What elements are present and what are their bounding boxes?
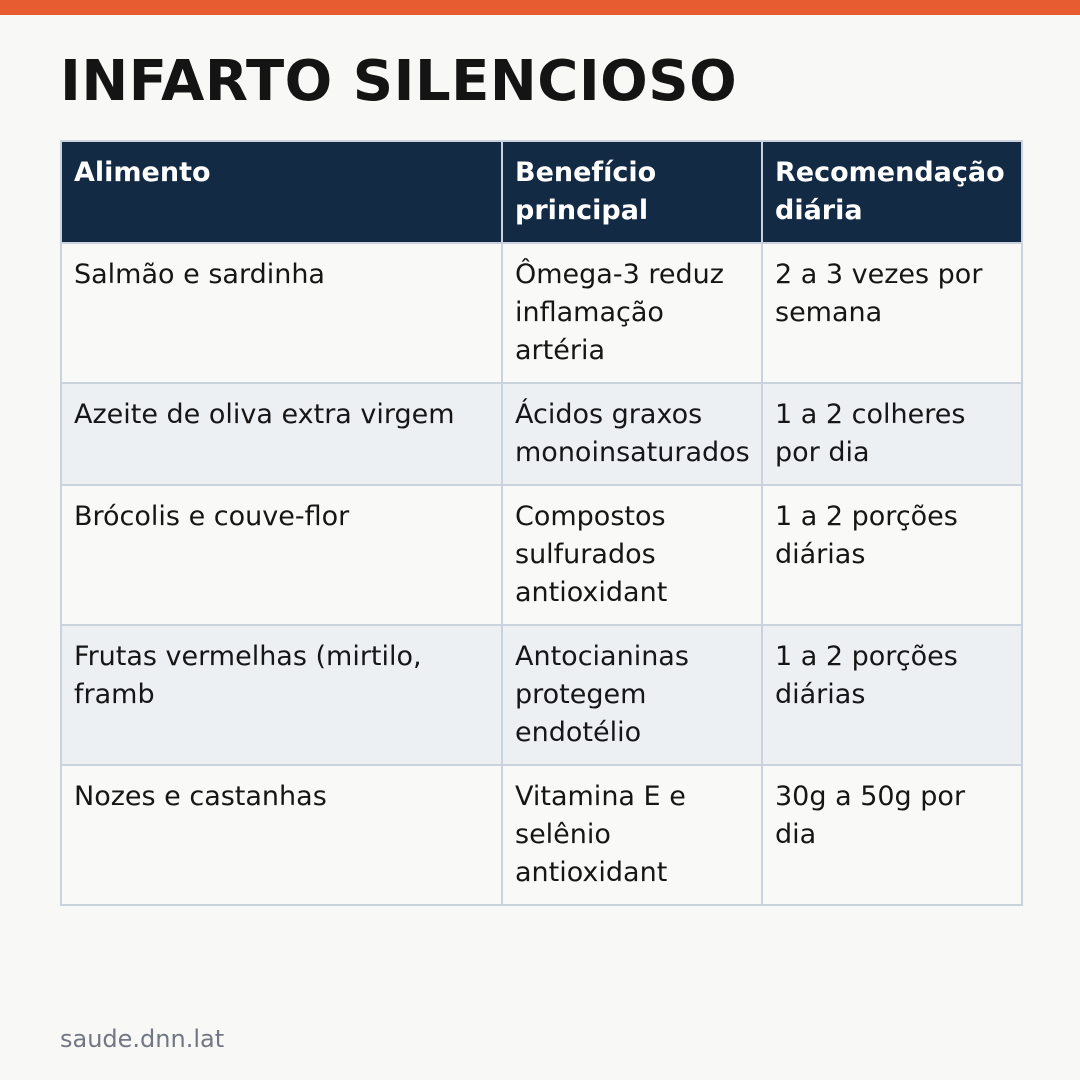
cell-recomendacao: 1 a 2 porções diárias	[762, 625, 1022, 765]
table-row	[61, 485, 1022, 625]
cell-recomendacao: 1 a 2 colheres por dia	[762, 383, 1022, 485]
cell-alimento: Brócolis e couve-flor	[61, 485, 502, 625]
cell-beneficio: Vitamina E e selênio antioxidant	[502, 765, 762, 905]
table-row	[61, 243, 1022, 383]
cell-alimento: Salmão e sardinha	[61, 243, 502, 383]
table-row	[61, 625, 1022, 765]
cell-beneficio: Ácidos graxos monoinsaturados	[502, 383, 762, 485]
food-table	[60, 140, 1023, 906]
cell-alimento: Frutas vermelhas (mirtilo, framb	[61, 625, 502, 765]
table-row	[61, 765, 1022, 905]
footer-site-url: saude.dnn.lat	[60, 1025, 225, 1053]
table-header-row	[61, 141, 1022, 243]
header-beneficio: Benefício principal	[502, 141, 762, 243]
cell-alimento: Azeite de oliva extra virgem	[61, 383, 502, 485]
cell-beneficio: Ômega-3 reduz inflamação artéria	[502, 243, 762, 383]
accent-bar	[0, 0, 1080, 15]
cell-recomendacao: 2 a 3 vezes por semana	[762, 243, 1022, 383]
header-alimento: Alimento	[61, 141, 502, 243]
cell-recomendacao: 30g a 50g por dia	[762, 765, 1022, 905]
header-recomendacao: Recomendação diária	[762, 141, 1022, 243]
page-title: INFARTO SILENCIOSO	[60, 49, 738, 114]
cell-recomendacao: 1 a 2 porções diárias	[762, 485, 1022, 625]
table-row	[61, 383, 1022, 485]
cell-beneficio: Compostos sulfurados antioxidant	[502, 485, 762, 625]
cell-beneficio: Antocianinas protegem endotélio	[502, 625, 762, 765]
cell-alimento: Nozes e castanhas	[61, 765, 502, 905]
